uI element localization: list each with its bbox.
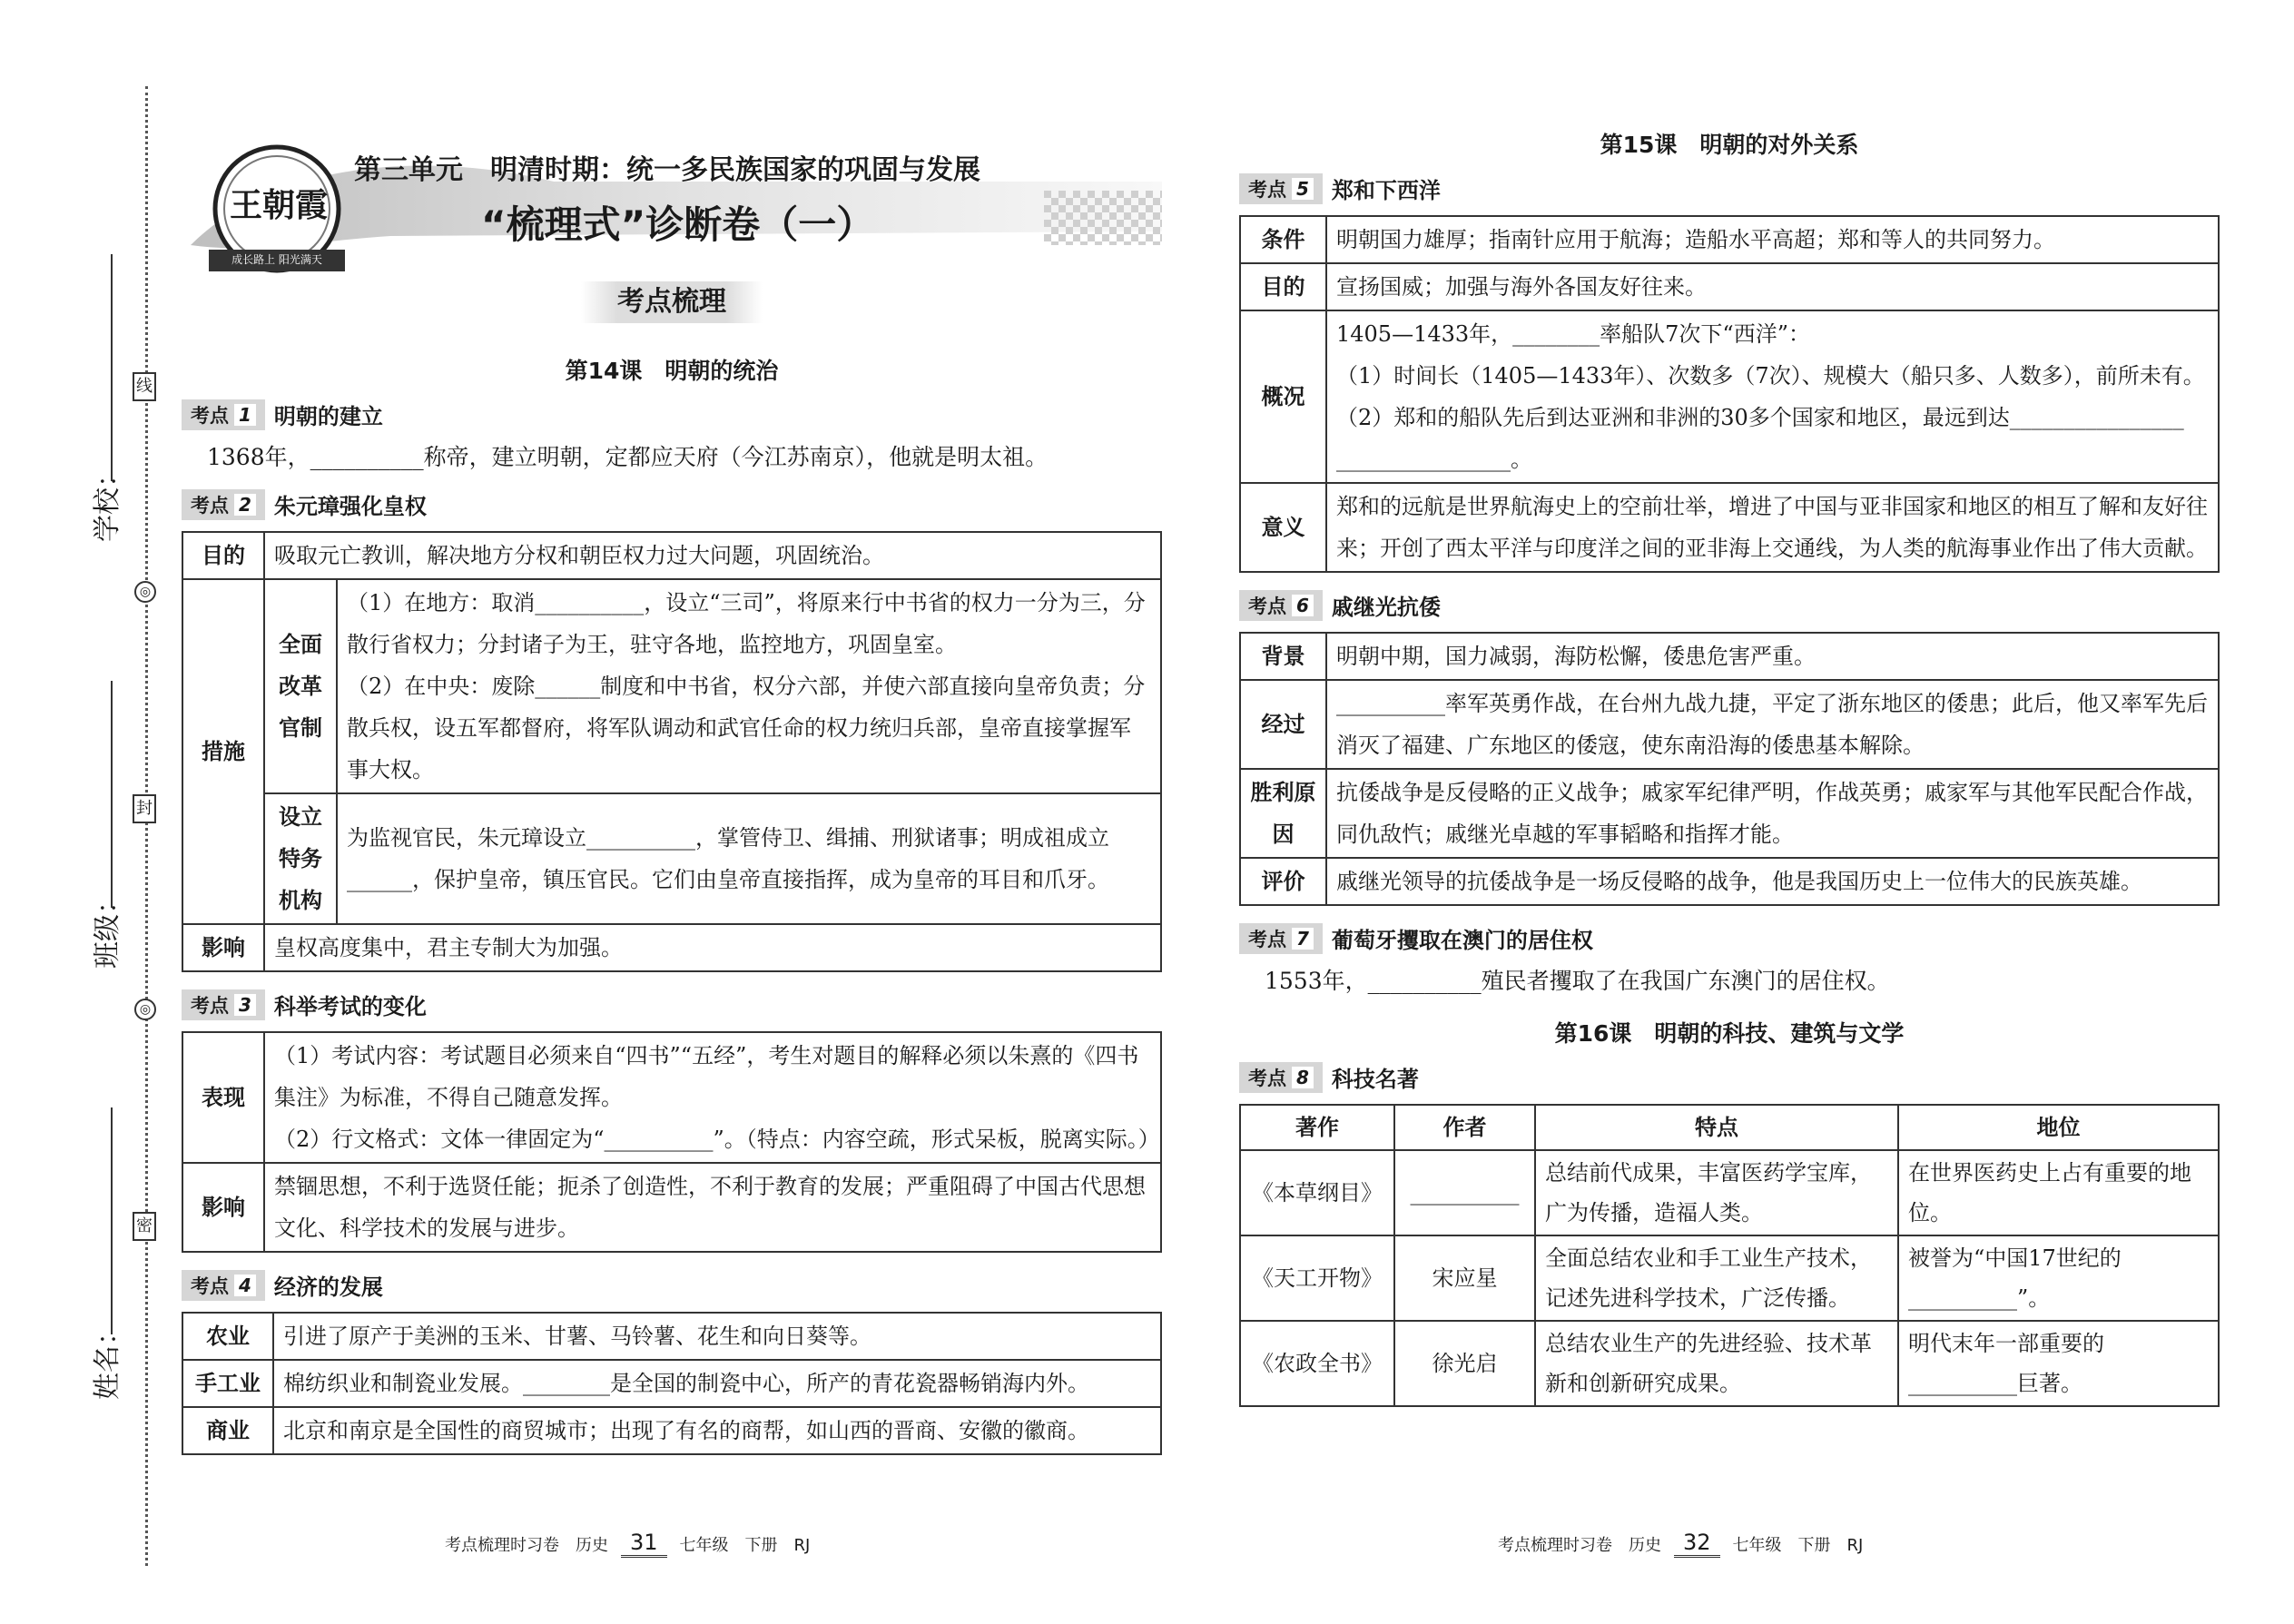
table-row: 《农政全书》 徐光启 总结农业生产的先进经验、技术革新和创新研究成果。 明代末年一部重要的__________巨著。 — [1240, 1321, 2219, 1406]
paper-title: “梳理式”诊断卷（一） — [481, 202, 875, 247]
k2-reform-h: 全面改革官制 — [264, 579, 337, 793]
k2-purpose: 吸取元亡教训，解决地方分权和朝臣权力过大问题，巩固统治。 — [264, 532, 1161, 579]
kaodian-8 — [1239, 1061, 2220, 1093]
school-label: 学校： — [92, 460, 123, 542]
k6-win: 抗倭战争是反侵略的正义战争；戚家军纪律严明，作战英勇；戚家军与其他军民配合作战，同仇敌忾；戚继光卓越的军事韬略和指挥才能。 — [1326, 769, 2219, 858]
kaodian-tag: 考点 5 — [1239, 173, 1323, 204]
table-row: 《本草纲目》 __________ 总结前代成果，丰富医药学宝库，广为传播，造福人类。 在世界医药史上占有重要的地位。 — [1240, 1150, 2219, 1235]
kaodian-title: 科技名著 — [1331, 1067, 1419, 1092]
name-line — [111, 1107, 113, 1334]
k4-trade-h: 商业 — [182, 1407, 273, 1454]
header-banner — [172, 118, 1162, 300]
k5-goal-h: 目的 — [1240, 263, 1326, 310]
hole-icon: ◎ — [134, 581, 156, 603]
k3-show: （1）考试内容：考试题目必须来自“四书”“五经”，考生对题目的解释必须以朱熹的《四书集注》为标准，不得自己随意发挥。 （2）行文格式：文体一律固定为“__________”。（特点：内容空疏，形式呆板，脱离实际。） — [264, 1032, 1161, 1163]
k2-purpose-h: 目的 — [182, 532, 264, 579]
k5-goal: 宣扬国威；加强与海外各国友好往来。 — [1326, 263, 2219, 310]
k6-bg: 明朝中期，国力减弱，海防松懈，倭患危害严重。 — [1326, 633, 2219, 680]
kaodian-tag: 考点 4 — [182, 1270, 265, 1301]
section-title: 考点梳理 — [581, 281, 763, 323]
k6-eval-h: 评价 — [1240, 858, 1326, 905]
kaodian-tag: 考点 6 — [1239, 590, 1323, 621]
k5-cond: 明朝国力雄厚；指南针应用于航海；造船水平高超；郑和等人的共同努力。 — [1326, 216, 2219, 263]
name-label: 姓名： — [92, 1318, 123, 1400]
k6-win-h: 胜利原因 — [1240, 769, 1326, 858]
k8-header: 著作 — [1240, 1105, 1394, 1150]
kaodian-2 — [182, 488, 1162, 520]
kaodian-title: 经济的发展 — [273, 1275, 383, 1300]
k3-impact: 禁锢思想，不利于选贤任能；扼杀了创造性，不利于教育的发展；严重阻碍了中国古代思想文化、科学技术的发展与进步。 — [264, 1163, 1161, 1252]
kaodian-tag: 考点 8 — [1239, 1062, 1323, 1093]
k8-header: 地位 — [1898, 1105, 2219, 1150]
footer-grade: 七年级 下册 RJ — [1732, 1535, 1864, 1555]
kaodian-1 — [182, 399, 1162, 430]
k4-trade: 北京和南京是全国性的商贸城市；出现了有名的商帮，如山西的晋商、安徽的徽商。 — [273, 1407, 1161, 1454]
lesson-14-title: 第14课 明朝的统治 — [565, 358, 779, 384]
k2-spy: 为监视官民，朱元璋设立__________，掌管侍卫、缉捕、刑狱诸事；明成祖成立______，保护皇帝，镇压官民。它们由皇帝直接指挥，成为皇帝的耳目和爪牙。 — [337, 793, 1161, 924]
k5-ov-h: 概况 — [1240, 310, 1326, 483]
k4-agri: 引进了原产于美洲的玉米、甘薯、马铃薯、花生和向日葵等。 — [273, 1313, 1161, 1360]
k6-proc-h: 经过 — [1240, 680, 1326, 769]
k5-sig: 郑和的远航是世界航海史上的空前壮举，增进了中国与亚非国家和地区的相互了解和友好往来；开创了西太平洋与印度洋之间的亚非海上交通线，为人类的航海事业作出了伟大贡献。 — [1326, 483, 2219, 572]
right-page — [1239, 127, 2220, 1407]
class-label: 班级： — [92, 887, 123, 969]
k6-table — [1239, 632, 2220, 906]
footer-book: 考点梳理时习卷 历史 — [445, 1535, 608, 1555]
k2-reform: （1）在地方：取消__________，设立“三司”，将原来行中书省的权力一分为三，分散行省权力；分封诸子为王，驻守各地，监控地方，巩固皇室。 （2）在中央：废除______制度和中书省，权分六部，并使六部直接向皇帝负责；分散兵权，设五军都督府，将军队调动和武官任命的权力统归兵部，皇帝直接掌握军事大权。 — [337, 579, 1161, 793]
left-page — [182, 340, 1162, 1455]
logo-sub: 成长路上 阳光满天 — [231, 253, 322, 266]
mark-seal: 封 — [133, 794, 156, 823]
k6-bg-h: 背景 — [1240, 633, 1326, 680]
footer-book: 考点梳理时习卷 历史 — [1498, 1535, 1661, 1555]
footer-grade: 七年级 下册 RJ — [679, 1535, 811, 1555]
kaodian-title: 科举考试的变化 — [273, 994, 427, 1019]
k5-overview: 1405—1433年，________率船队7次下“西洋”： （1）时间长（1405—1433年）、次数多（7次）、规模大（船只多、人数多），前所未有。 （2）郑和的船队先后到达亚洲和非洲的30多个国家和地区，最远到达________________ ________________。 — [1326, 310, 2219, 483]
k4-agri-h: 农业 — [182, 1313, 273, 1360]
k2-table — [182, 531, 1162, 972]
kaodian-tag: 考点 7 — [1239, 923, 1323, 954]
k4-craft: 棉纺织业和制瓷业发展。________是全国的制瓷中心，所产的青花瓷器畅销海内外。 — [273, 1360, 1161, 1407]
mark-dense: 密 — [133, 1212, 156, 1241]
k1-text: 1368年，__________称帝，建立明朝，定都应天府（今江苏南京），他就是明太祖。 — [207, 444, 1049, 470]
kaodian-tag: 考点 3 — [182, 989, 265, 1020]
k2-impact-h: 影响 — [182, 924, 264, 971]
kaodian-title: 朱元璋强化皇权 — [273, 494, 427, 519]
mark-line: 线 — [133, 372, 156, 401]
k8-table — [1239, 1104, 2220, 1407]
k2-measures-h: 措施 — [182, 579, 264, 924]
kaodian-title: 明朝的建立 — [273, 404, 383, 429]
left-footer — [445, 1530, 810, 1558]
k3-impact-h: 影响 — [182, 1163, 264, 1252]
kaodian-7 — [1239, 922, 2220, 954]
kaodian-tag: 考点 1 — [182, 399, 265, 430]
kaodian-6 — [1239, 589, 2220, 621]
right-footer — [1498, 1530, 1863, 1558]
k4-craft-h: 手工业 — [182, 1360, 273, 1407]
kaodian-4 — [182, 1269, 1162, 1301]
logo-text: 王朝霞 — [229, 186, 328, 224]
k2-spy-h: 设立特务机构 — [264, 793, 337, 924]
k5-cond-h: 条件 — [1240, 216, 1326, 263]
lesson-16-title: 第16课 明朝的科技、建筑与文学 — [1554, 1020, 1905, 1047]
k3-show-h: 表现 — [182, 1032, 264, 1163]
k8-header: 作者 — [1394, 1105, 1535, 1150]
kaodian-title: 葡萄牙攫取在澳门的居住权 — [1331, 928, 1593, 953]
hole-icon: ◎ — [134, 999, 156, 1020]
k5-sig-h: 意义 — [1240, 483, 1326, 572]
page-number: 31 — [621, 1530, 667, 1558]
k6-proc: __________率军英勇作战，在台州九战九捷，平定了浙东地区的倭患；此后，他又率军先后消灭了福建、广东地区的倭寇，使东南沿海的倭患基本解除。 — [1326, 680, 2219, 769]
k6-eval: 戚继光领导的抗倭战争是一场反侵略的战争，他是我国历史上一位伟大的民族英雄。 — [1326, 858, 2219, 905]
cut-line — [145, 86, 148, 1566]
k8-header: 特点 — [1535, 1105, 1898, 1150]
school-line — [111, 254, 113, 481]
kaodian-5 — [1239, 172, 2220, 204]
kaodian-3 — [182, 989, 1162, 1020]
class-line — [111, 681, 113, 908]
kaodian-tag: 考点 2 — [182, 489, 265, 520]
k4-table — [182, 1312, 1162, 1455]
page-number: 32 — [1674, 1530, 1720, 1558]
lesson-15-title: 第15课 明朝的对外关系 — [1600, 132, 1859, 158]
k3-table — [182, 1031, 1162, 1253]
kaodian-title: 戚继光抗倭 — [1331, 595, 1441, 620]
unit-title: 第三单元 明清时期：统一多民族国家的巩固与发展 — [354, 154, 980, 186]
kaodian-title: 郑和下西洋 — [1331, 178, 1441, 203]
k2-impact: 皇权高度集中，君主专制大为加强。 — [264, 924, 1161, 971]
k5-table — [1239, 215, 2220, 573]
table-row: 《天工开物》 宋应星 全面总结农业和手工业生产技术，记述先进科学技术，广泛传播。 被誉为“中国17世纪的__________”。 — [1240, 1235, 2219, 1321]
k7-text: 1553年，__________殖民者攫取了在我国广东澳门的居住权。 — [1265, 968, 1890, 994]
